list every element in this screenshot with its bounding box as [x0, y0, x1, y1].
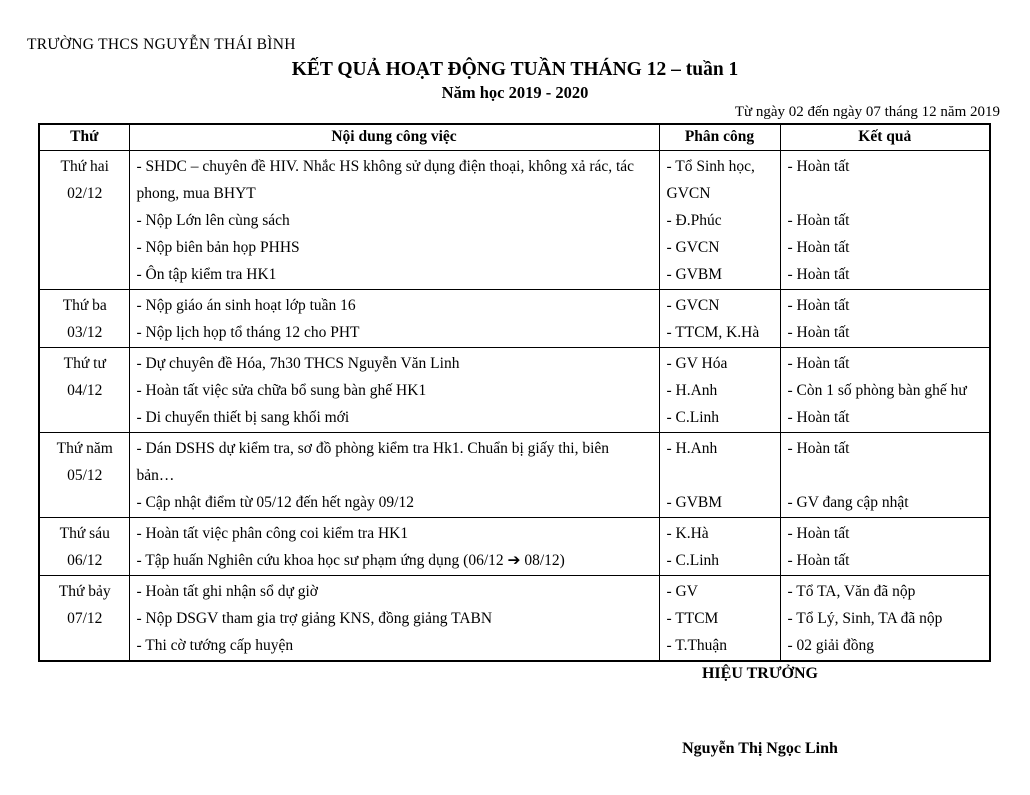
- day-cell: [39, 517, 129, 575]
- cell-line: [788, 462, 984, 489]
- column-header-2: Phân công: [659, 124, 780, 150]
- cell-line: - H.Anh: [666, 439, 718, 457]
- cell-line: - TTCM: [666, 609, 719, 627]
- cell-line: - Hoàn tất: [787, 296, 850, 314]
- cell-line: 05/12: [67, 466, 103, 484]
- cell-line: - Tập huấn Nghiên cứu khoa học sư phạm ứng dụng (06/12 ➔ 08/12): [136, 551, 565, 569]
- assignee-cell: [659, 289, 780, 347]
- result-cell: [780, 432, 990, 517]
- cell-line: - Hoàn tất: [787, 323, 850, 341]
- cell-line: - Hoàn tất: [787, 524, 850, 542]
- result-cell: [780, 575, 990, 661]
- signer-title: HIỆU TRƯỞNG: [701, 664, 818, 682]
- cell-line: 07/12: [67, 609, 103, 627]
- assignee-cell: [659, 517, 780, 575]
- weekly-report-table: [38, 123, 991, 662]
- cell-line: - GVCN: [666, 238, 720, 256]
- cell-line: - 02 giải đồng: [787, 636, 875, 654]
- cell-line: - Hoàn tất ghi nhận sổ dự giờ: [136, 582, 318, 600]
- column-header-3: Kết quả: [780, 124, 990, 150]
- cell-line: - Hoàn tất: [787, 354, 850, 372]
- cell-line: - Hoàn tất việc phân công coi kiểm tra HK1: [136, 524, 409, 542]
- content-cell: [129, 289, 659, 347]
- content-cell: [129, 432, 659, 517]
- content-cell: [129, 517, 659, 575]
- cell-line: - Nộp Lớn lên cùng sách: [136, 211, 290, 229]
- cell-line: - Nộp biên bản họp PHHS: [136, 238, 300, 256]
- cell-line: Thứ bảy: [58, 582, 111, 600]
- cell-line: - Nộp DSGV tham gia trợ giảng KNS, đồng giảng TABN: [136, 609, 493, 627]
- result-cell: [780, 150, 990, 289]
- assignee-cell: [659, 150, 780, 289]
- day-cell: [39, 432, 129, 517]
- cell-line: 04/12: [67, 381, 103, 399]
- assignee-cell: [659, 432, 780, 517]
- cell-line: - Hoàn tất: [787, 408, 850, 426]
- day-cell: [39, 289, 129, 347]
- cell-line: 03/12: [67, 323, 103, 341]
- assignee-cell: [659, 575, 780, 661]
- signature-block: [620, 664, 900, 758]
- content-cell: [129, 150, 659, 289]
- date-range: Từ ngày 02 đến ngày 07 tháng 12 năm 2019: [734, 104, 1000, 120]
- table-row: [39, 432, 990, 517]
- cell-line: - Đ.Phúc: [666, 211, 722, 229]
- content-cell: [129, 347, 659, 432]
- cell-line: - TTCM, K.Hà: [666, 323, 760, 341]
- signer-name: Nguyễn Thị Ngọc Linh: [682, 739, 838, 757]
- cell-line: - Thi cờ tướng cấp huyện: [136, 636, 294, 654]
- cell-line: - Di chuyển thiết bị sang khối mới: [136, 408, 350, 426]
- cell-line: - Tổ Sinh học,: [666, 157, 755, 175]
- cell-line: - Dán DSHS dự kiểm tra, sơ đồ phòng kiểm tra Hk1. Chuẩn bị giấy thi, biên: [136, 439, 610, 457]
- result-cell: [780, 517, 990, 575]
- cell-line: bản…: [136, 466, 175, 484]
- table-row: [39, 347, 990, 432]
- cell-line: - GV đang cập nhật: [787, 493, 909, 511]
- result-cell: [780, 289, 990, 347]
- cell-line: - GVBM: [666, 493, 723, 511]
- cell-line: - Cập nhật điểm từ 05/12 đến hết ngày 09/12: [136, 493, 414, 511]
- table-row: [39, 289, 990, 347]
- cell-line: Thứ hai: [60, 157, 109, 175]
- table-body: [39, 150, 990, 661]
- cell-line: - C.Linh: [666, 551, 720, 569]
- content-cell: [129, 575, 659, 661]
- cell-line: - Hoàn tất: [787, 551, 850, 569]
- cell-line: Thứ tư: [63, 354, 106, 372]
- cell-line: [667, 462, 774, 489]
- assignee-cell: [659, 347, 780, 432]
- cell-line: phong, mua BHYT: [136, 184, 256, 202]
- cell-line: - Dự chuyên đề Hóa, 7h30 THCS Nguyễn Văn Linh: [136, 354, 460, 372]
- table-row: [39, 517, 990, 575]
- cell-line: - Hoàn tất việc sửa chữa bổ sung bàn ghế HK1: [136, 381, 427, 399]
- cell-line: 06/12: [67, 551, 103, 569]
- cell-line: - Hoàn tất: [787, 238, 850, 256]
- cell-line: - H.Anh: [666, 381, 718, 399]
- school-year: Năm học 2019 - 2020: [441, 83, 589, 102]
- cell-line: - Nộp giáo án sinh hoạt lớp tuần 16: [136, 296, 356, 314]
- cell-line: Thứ năm: [56, 439, 113, 457]
- cell-line: - GV: [666, 582, 698, 600]
- school-name: TRƯỜNG THCS NGUYỄN THÁI BÌNH: [27, 36, 296, 53]
- day-cell: [39, 347, 129, 432]
- cell-line: GVCN: [666, 184, 711, 202]
- cell-line: - Tổ Lý, Sinh, TA đã nộp: [787, 609, 943, 627]
- column-header-1: Nội dung công việc: [129, 124, 659, 150]
- cell-line: - Nộp lịch họp tổ tháng 12 cho PHT: [136, 323, 360, 341]
- table-row: [39, 575, 990, 661]
- cell-line: 02/12: [67, 184, 103, 202]
- cell-line: - Tổ TA, Văn đã nộp: [787, 582, 916, 600]
- cell-line: - GV Hóa: [666, 354, 728, 372]
- column-header-0: Thứ: [39, 124, 129, 150]
- table-header-row: [39, 124, 990, 150]
- cell-line: - SHDC – chuyên đề HIV. Nhắc HS không sử dụng điện thoại, không xả rác, tác: [136, 157, 635, 175]
- result-cell: [780, 347, 990, 432]
- day-cell: [39, 575, 129, 661]
- cell-line: - C.Linh: [666, 408, 720, 426]
- cell-line: - Hoàn tất: [787, 157, 850, 175]
- document-title: KẾT QUẢ HOẠT ĐỘNG TUẦN THÁNG 12 – tuần 1: [291, 59, 739, 80]
- cell-line: Thứ ba: [62, 296, 107, 314]
- cell-line: - GVBM: [666, 265, 723, 283]
- cell-line: - GVCN: [666, 296, 720, 314]
- cell-line: - Hoàn tất: [787, 265, 850, 283]
- cell-line: - K.Hà: [666, 524, 709, 542]
- day-cell: [39, 150, 129, 289]
- cell-line: [788, 180, 984, 207]
- cell-line: - Hoàn tất: [787, 439, 850, 457]
- cell-line: - T.Thuận: [666, 636, 728, 654]
- cell-line: - Hoàn tất: [787, 211, 850, 229]
- cell-line: - Còn 1 số phòng bàn ghế hư: [787, 381, 967, 399]
- cell-line: Thứ sáu: [59, 524, 110, 542]
- table-row: [39, 150, 990, 289]
- cell-line: - Ôn tập kiểm tra HK1: [136, 265, 277, 283]
